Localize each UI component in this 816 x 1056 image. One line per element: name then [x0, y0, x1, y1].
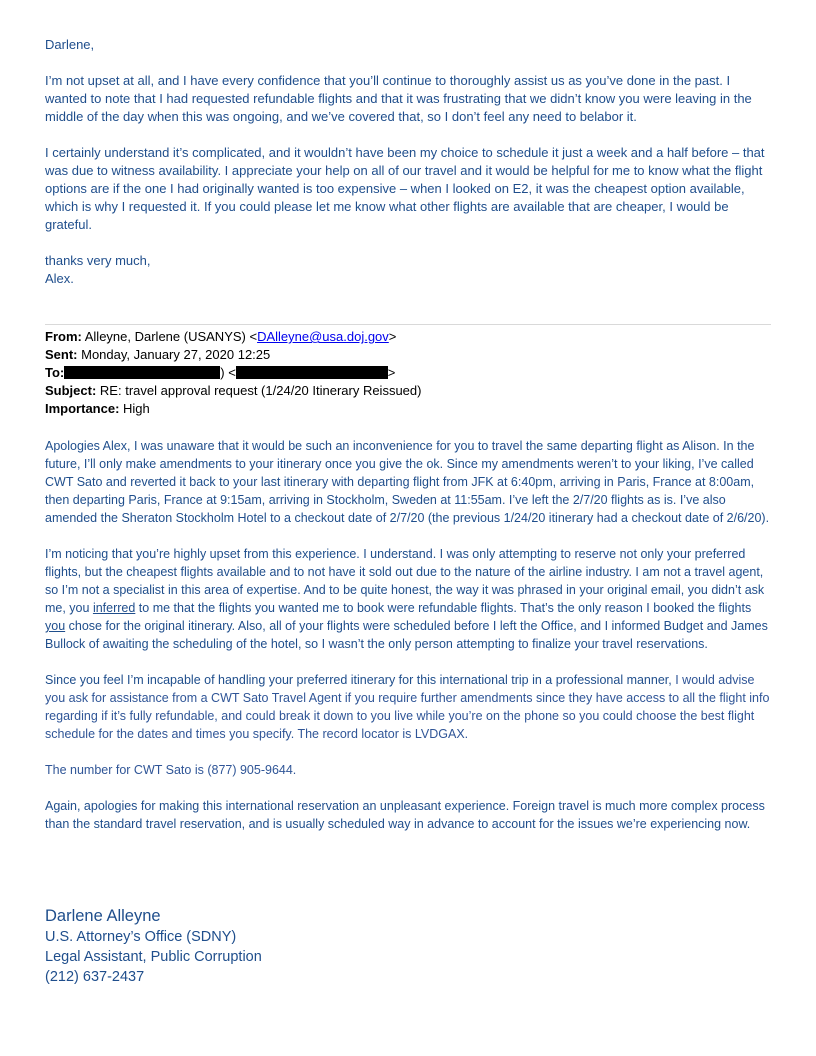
reply-message	[45, 36, 771, 288]
signature-block	[45, 905, 262, 987]
sent-line	[45, 346, 771, 364]
sent-label: Sent:	[45, 347, 78, 362]
signature-phone: (212) 637-2437	[45, 969, 145, 985]
redaction-box	[64, 366, 220, 379]
reply-paragraph-1: I’m not upset at all, and I have every confidence that you’ll continue to thoroughly assist us as you’ve done in the past. I wanted to note that I had requested refundable flights and that it was frustrating that we didn’t know you were leaving in the middle of the day when this was ongoing, and we’ve covered that, so I don’t feel any need to belabor it.	[45, 73, 752, 124]
message-paragraph-1: Apologies Alex, I was unaware that it would be such an inconvenience for you to travel the same departing flight as Alison. In the future, I’ll only make amendments to your itinerary once you give the ok. Since my amendments weren’t to your liking, I’ve called CWT Sato and reverted it back to your last itinerary with departing flight from JFK at 6:40pm, arriving in Paris, France at 8:00am, then departing Paris, France at 9:15am, arriving in Stockholm, Sweden at 11:55am. I’ve left the 2/7/20 flights as is. I’ve also amended the Sheraton Stockholm Hotel to a checkout date of 2/7/20 (the previous 1/24/20 itinerary had a checkout date of 2/6/20).	[45, 439, 770, 525]
underlined-word: you	[45, 619, 66, 633]
to-end: >	[387, 365, 396, 380]
to-line	[45, 364, 771, 382]
from-name: Alleyne, Darlene (USANYS) <	[84, 329, 258, 344]
from-end: >	[388, 329, 397, 344]
signature-office: U.S. Attorney’s Office (SDNY)	[45, 929, 237, 945]
signature-title: Legal Assistant, Public Corruption	[45, 949, 262, 965]
redaction-box	[236, 366, 388, 379]
importance-value: High	[123, 401, 150, 416]
signature-name: Darlene Alleyne	[45, 907, 161, 925]
sent-value: Monday, January 27, 2020 12:25	[81, 347, 271, 362]
to-mid: ) <	[220, 365, 236, 380]
original-message	[45, 437, 771, 833]
to-label: To:	[45, 365, 65, 380]
forwarded-header	[45, 328, 771, 418]
message-paragraph-5: Again, apologies for making this international reservation an unpleasant experience. Foreign travel is much more complex process than the standard travel reservation, and is usually scheduled way in advance to account for the issues we’re experiencing now.	[45, 799, 765, 831]
importance-line	[45, 400, 771, 418]
message-text: I would advise you ask for assistance from a CWT Sato Travel Agent if you require further amendments since they have access to all the flight info regarding if it’s fully refundable, and could break it down to you live while you’re on the phone so you could choose the best flight schedule for the dates and times you specify. The record locator is LVDGAX.	[45, 673, 770, 741]
message-paragraph-3	[45, 671, 771, 743]
from-line	[45, 328, 771, 346]
from-email-link[interactable]: DAlleyne@usa.doj.gov	[257, 329, 389, 344]
subject-value: RE: travel approval request (1/24/20 Itinerary Reissued)	[99, 383, 422, 398]
reply-salutation: Darlene,	[45, 37, 95, 52]
message-paragraph-2	[45, 545, 771, 653]
message-text: to me that the flights you wanted me to book were refundable flights. That’s the only reason I booked the flights	[135, 601, 752, 615]
message-text: Since you feel I’m incapable of handling your preferred itinerary for this international trip in a professional manner,	[45, 673, 676, 687]
message-text: chose for the original itinerary. Also, all of your flights were scheduled before I left the Office, and I informed Budget and James Bullock of awaiting the scheduling of the hotel, so I wasn’t the only person attempting to finalize your travel reservations.	[45, 619, 768, 651]
message-divider	[45, 324, 771, 325]
importance-label: Importance:	[45, 401, 120, 416]
reply-closing: thanks very much,	[45, 253, 151, 268]
message-paragraph-4: The number for CWT Sato is (877) 905-9644.	[45, 763, 297, 777]
subject-line	[45, 382, 771, 400]
reply-paragraph-2: I certainly understand it’s complicated, and it wouldn’t have been my choice to schedule it just a week and a half before – that was due to witness availability. I appreciate your help on all of our travel and it would be helpful for me to know what the flight options are if the one I had originally wanted is too expensive – when I looked on E2, it was the cheapest option available, which is why I requested it. If you could please let me know what other flights are available that are cheaper, I would be grateful.	[45, 145, 765, 232]
reply-signoff: Alex.	[45, 271, 74, 286]
underlined-word: inferred	[92, 601, 136, 615]
subject-label: Subject:	[45, 383, 97, 398]
message-text: I’m noticing that you’re highly upset from this experience. I understand. I was only attempting to reserve not only your preferred flights, but the cheapest flights available and to not have it sold out due to the nature of the airline industry. I am not a travel agent, so I’m not a specialist in this area of expertise. And to be quite honest, the way it was phrased in your original email, you didn’t ask me, you	[45, 547, 765, 615]
from-label: From:	[45, 329, 82, 344]
